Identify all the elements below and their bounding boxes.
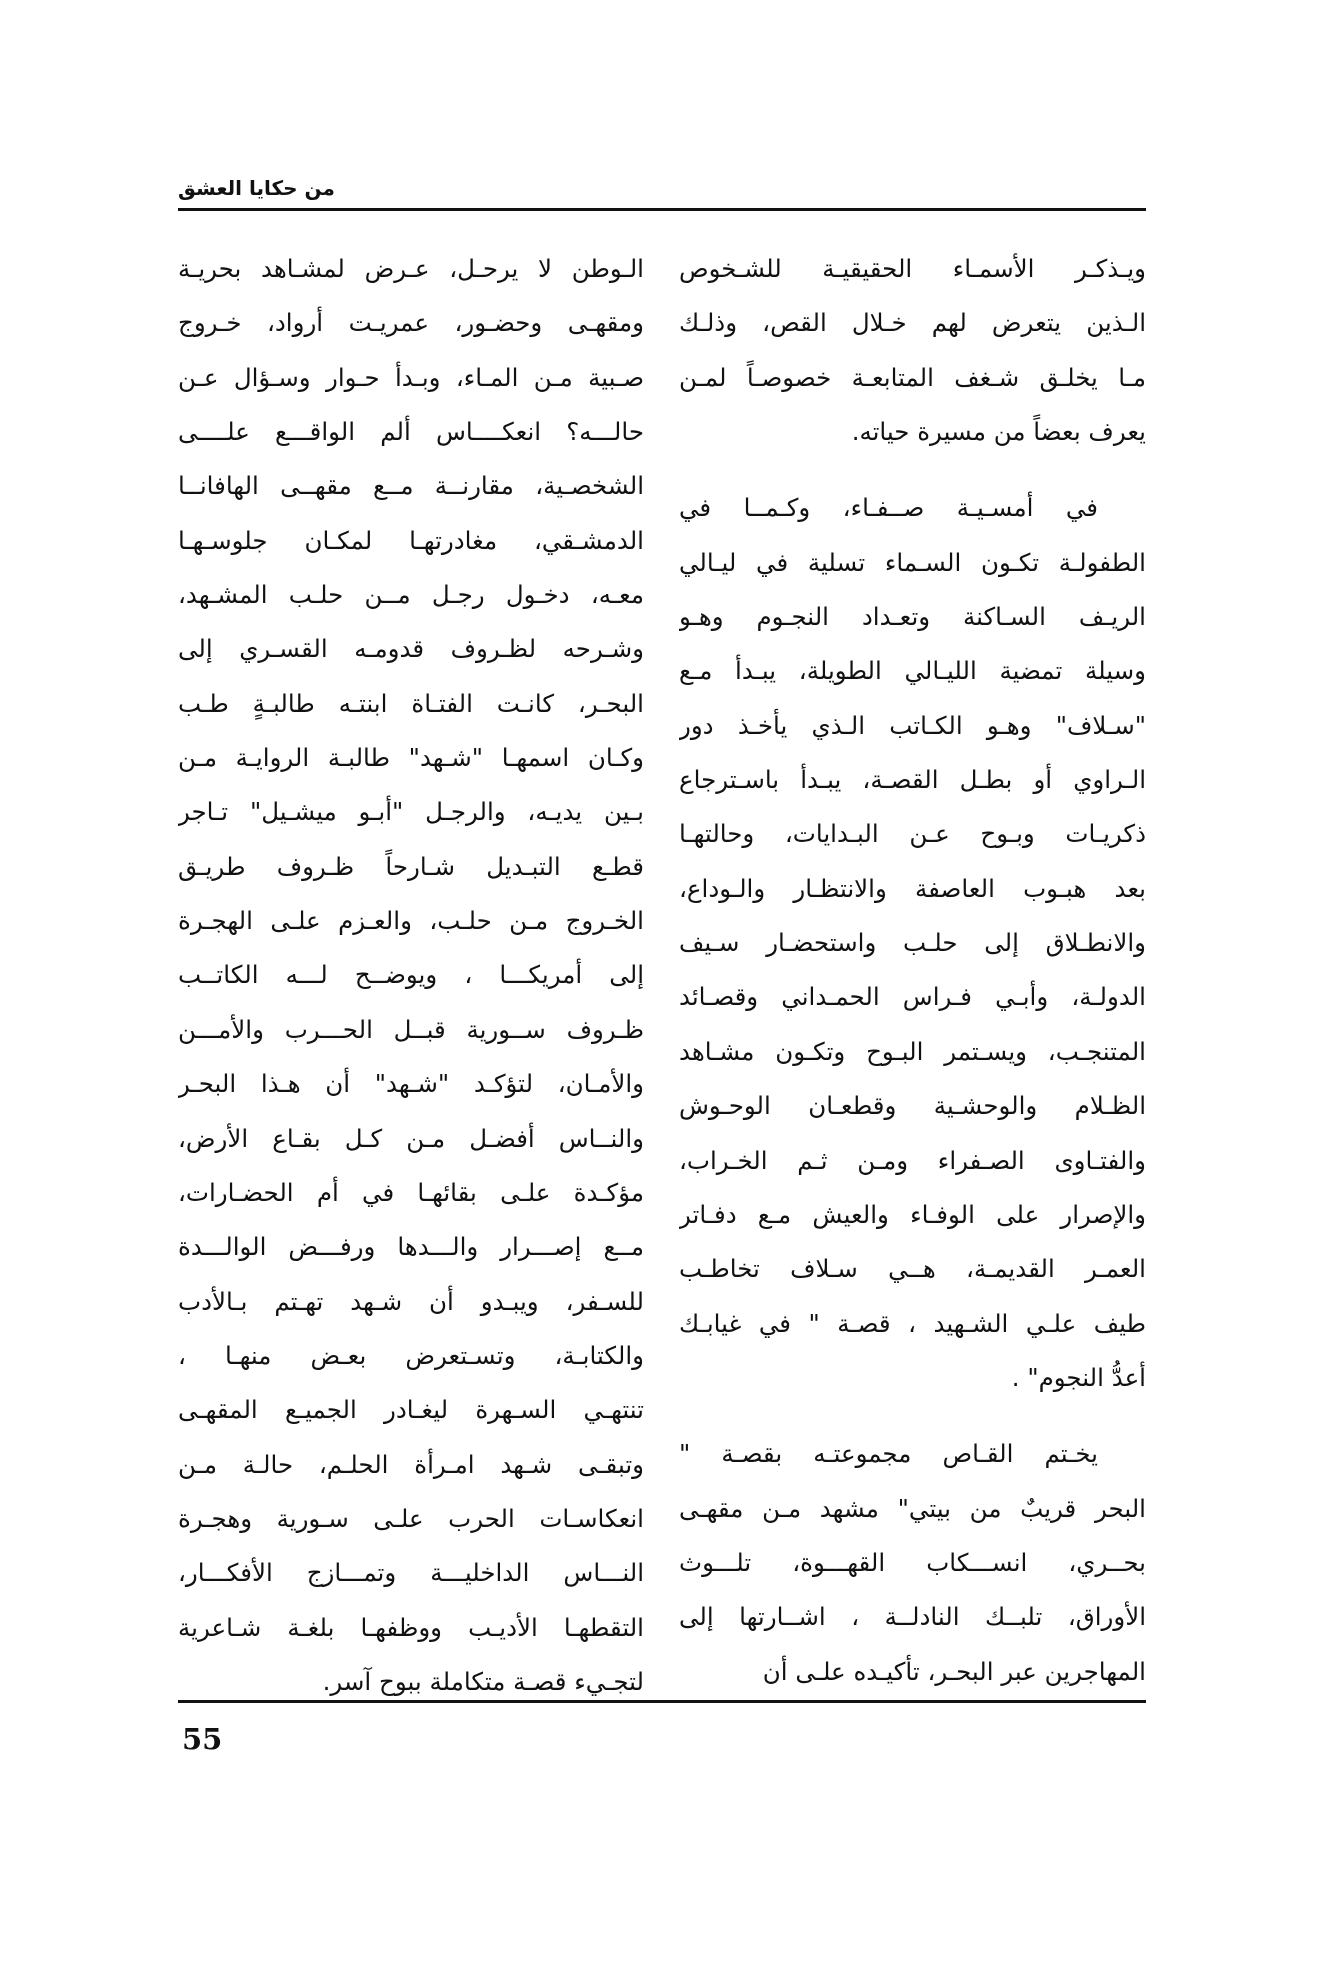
text-line: وسيلة تمضية الليـالي الطويلة، يبـدأ مـع (679, 656, 1146, 686)
text-line: بـين يديـه، والرجـل "أبـو ميشـيل" تـاجر (178, 797, 644, 827)
page-number: 55 (182, 1722, 223, 1756)
text-line: الدمشـقي، مغادرتهـا لمكـان جلوسـهـا (178, 525, 644, 555)
text-line: الطفولـة تكـون السـماء تسلية في ليـالي (679, 547, 1146, 577)
text-line: الظـلام والوحشـية وقطعـان الوحـوش (679, 1091, 1146, 1121)
text-line: معـه، دخـول رجـل مــن حلـب المشـهد، (178, 580, 644, 610)
text-line: قطـع التبـديل شـارحاً ظـروف طريـق (178, 851, 644, 881)
text-line: والنــاس أفضـل مـن كـل بقـاع الأرض، (178, 1123, 644, 1153)
text-line: ذكريـات وبـوح عـن البـدايات، وحالتهـا (679, 819, 1146, 849)
text-line: مـا يخلـق شـغف المتابعـة خصوصـاً لمـن (679, 362, 1146, 392)
running-header-title: من حكايا العشق (178, 176, 335, 200)
paragraph (178, 242, 644, 1709)
text-line: المهاجرين عبر البحـر، تأكيـده علـى أن (762, 1656, 1146, 1686)
text-line: بعد هبـوب العاصفة والانتظـار والـوداع، (679, 873, 1146, 903)
text-line: أعدُّ النجوم" . (1011, 1362, 1146, 1392)
text-line: طيف علـي الشـهيد ، قصـة " في غيابـك (679, 1308, 1146, 1338)
text-line: صـبية مـن المـاء، وبـدأ حـوار وسـؤال عـن (178, 362, 644, 392)
text-line: إلى أمريكـــا ، ويوضــح لـــه الكاتــب (178, 960, 644, 990)
text-line: ظـروف ســورية قبــل الحـــرب والأمـــن (178, 1014, 644, 1044)
text-line: وكـان اسمهـا "شـهد" طالبـة الروايـة مـن (178, 743, 644, 773)
text-line: والانطـلاق إلى حلـب واستحضـار سـيف (679, 928, 1146, 958)
text-line: لتجـيء قصـة متكاملة ببوح آسر. (322, 1666, 644, 1696)
text-line: ومقهـى وحضـور، عمريـت أرواد، خـروج (178, 308, 644, 338)
text-line: في أمسـيـة صــفـاء، وكـمــا في (679, 493, 1098, 523)
text-line: انعكاسـات الحرب علـى سـورية وهجـرة (178, 1503, 644, 1533)
text-line: المتنجـب، ويسـتمر البـوح وتكـون مشـاهد (679, 1036, 1146, 1066)
text-line: الـوطن لا يرحـل، عـرض لمشـاهد بحريـة (178, 254, 644, 283)
text-line: وشـرحه لظـروف قدومـه القسـري إلى (178, 634, 644, 664)
text-line: ويـذكـر الأسمـاء الحقيقيـة للشـخوص (679, 254, 1146, 283)
footer-rule (178, 1700, 1146, 1703)
text-line: وتبقـى شـهد امـرأة الحلـم، حالـة مـن (178, 1449, 644, 1479)
text-column-left (178, 242, 644, 1709)
paragraph-gap (679, 1405, 1146, 1427)
paragraph (679, 1427, 1146, 1699)
text-line: البحر قريبٌ من بيتي" مشهد مـن مقهـى (679, 1493, 1146, 1523)
text-line: للسـفر، ويبـدو أن شـهد تهـتم بـالأدب (178, 1286, 644, 1316)
text-line: الخـروج مـن حلـب، والعـزم علـى الهجـرة (178, 906, 644, 936)
text-line: والأمـان، لتؤكـد "شـهد" أن هـذا البحـر (178, 1069, 644, 1099)
text-line: يعرف بعضاً من مسيرة حياته. (851, 417, 1146, 447)
paragraph (679, 481, 1146, 1405)
text-line: الأوراق، تلبــك النادلــة ، اشــارتها إلى (679, 1602, 1146, 1632)
text-line: والفتـاوى الصـفراء ومـن ثـم الخـراب، (679, 1145, 1146, 1175)
text-line: مــع إصـــرار والـــدها ورفـــض الوالـــدة (178, 1232, 644, 1262)
text-line: بحــري، انســـكاب القهـــوة، تلـــوث (679, 1547, 1146, 1577)
text-line: الـذين يتعرض لهم خـلال القص، وذلـك (679, 308, 1146, 338)
text-line: يخـتم القـاص مجموعتـه بقصـة " (679, 1439, 1098, 1469)
text-line: العمـر القديمـة، هــي سـلاف تخاطـب (679, 1254, 1146, 1284)
text-line: الشخصـية، مقارنــة مــع مقهــى الهافانــا (178, 471, 644, 501)
text-line: مؤكـدة علـى بقائهـا في أم الحضـارات، (178, 1177, 644, 1207)
text-line: تنتهـي السـهرة ليغـادر الجميـع المقهـى (178, 1395, 644, 1425)
paragraph-gap (679, 459, 1146, 481)
text-line: "سـلاف" وهـو الكـاتب الـذي يأخـذ دور (679, 710, 1146, 740)
text-line: والإصرار على الوفـاء والعيش مـع دفـاتر (679, 1199, 1146, 1229)
text-line: التقطهـا الأديـب ووظفهـا بلغـة شـاعرية (178, 1612, 644, 1642)
text-line: الدولـة، وأبـي فـراس الحمـداني وقصـائد (679, 982, 1146, 1012)
text-line: الريـف السـاكنة وتعـداد النجـوم وهـو (679, 602, 1146, 632)
text-line: البحـر، كانـت الفتـاة ابنتـه طالبـةٍ طـب (178, 688, 644, 718)
text-line: حالـــه؟ انعكــــاس ألم الواقـــع علــــى (178, 417, 644, 447)
text-line: النـــاس الداخليـــة وتمـــازج الأفكـــار، (178, 1558, 644, 1588)
header-rule (178, 208, 1146, 211)
text-line: والكتابـة، وتسـتعرض بعـض منهـا ، (178, 1340, 644, 1370)
paragraph (679, 242, 1146, 459)
text-column-right (679, 242, 1146, 1699)
text-line: الـراوي أو بطـل القصـة، يبـدأ باسـترجاع (679, 765, 1146, 795)
